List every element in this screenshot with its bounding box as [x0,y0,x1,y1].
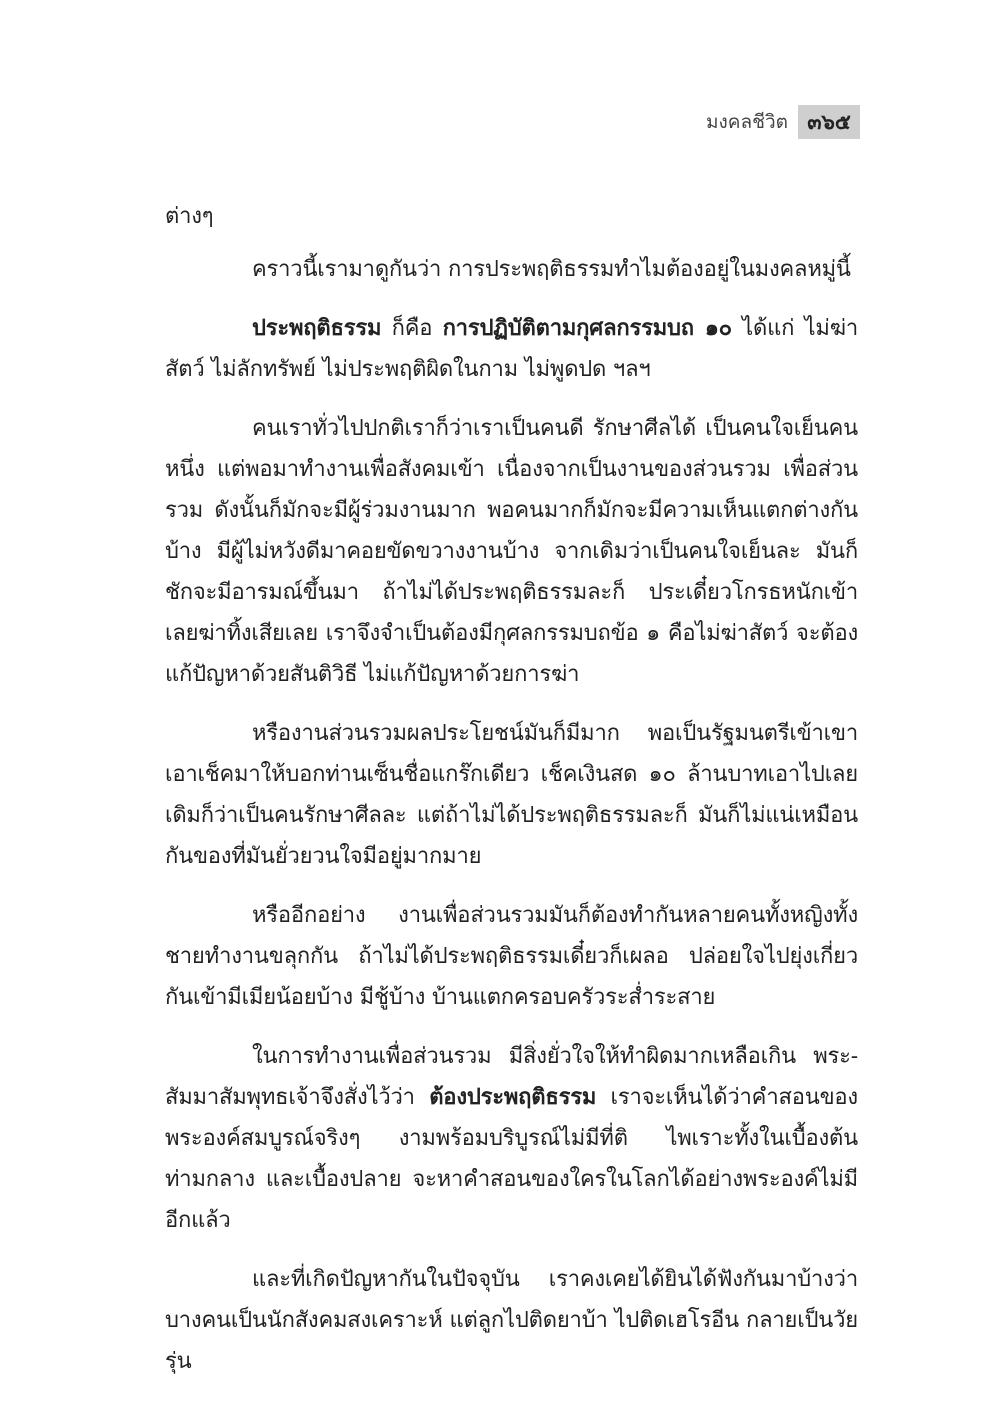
paragraph: หรืออีกอย่าง งานเพื่อส่วนรวมมันก็ต้องทำกันหลายคนทั้งหญิงทั้งชายทำงานขลุกกัน ถ้าไม่ได้ประพฤติธรรมเดี๋ยวก็เผลอ ปล่อยใจไปยุ่งเกี่ยวกันเข้ามีเมียน้อยบ้าง มีชู้บ้าง บ้านแตกครอบครัวระส่ำระสาย [165,903,858,1010]
paragraph: คราวนี้เรามาดูกันว่า การประพฤติธรรมทำไมต้องอยู่ในมงคลหมู่นี้ [252,257,851,282]
paragraph: และที่เกิดปัญหากันในปัจจุบัน เราคงเคยได้ยินได้ฟังกันมาบ้างว่า บางคนเป็นนักสังคมสงเคราะห์ แต่ลูกไปติดยาบ้า ไปติดเฮโรอีน กลายเป็นวัยรุ่น [165,1267,858,1374]
paragraph-continuation: ต่างๆ [165,204,214,229]
paragraph-definition: ประพฤติธรรม ก็คือ การปฏิบัติตามกุศลกรรมบถ ๑๐ ได้แก่ ไม่ฆ่าสัตว์ ไม่ลักทรัพย์ ไม่ประพฤติผิดในกาม ไม่พูดปด ฯลฯ [165,315,858,382]
bold-term: การปฏิบัติตามกุศลกรรมบถ ๑๐ [442,315,732,341]
bold-term: ต้องประพฤติธรรม [429,1084,597,1110]
body-text [165,196,858,1400]
page-header [706,104,860,140]
page-number: ๓๖๕ [798,105,860,139]
paragraph: หรืองานส่วนรวมผลประโยชน์มันก็มีมาก พอเป็นรัฐมนตรีเข้าเขาเอาเช็คมาให้บอกท่านเซ็นชื่อแกร๊กเดียว เช็คเงินสด ๑๐ ล้านบาทเอาไปเลย เดิมก็ว่าเป็นคนรักษาศีลละ แต่ถ้าไม่ได้ประพฤติธรรมละก็ มันก็ไม่แน่เหมือนกันของที่มันยั่วยวนใจมีอยู่มากมาย [165,721,858,869]
running-title: มงคลชีวิต [705,111,788,133]
paragraph: คนเราทั่วไปปกติเราก็ว่าเราเป็นคนดี รักษาศีลได้ เป็นคนใจเย็นคนหนึ่ง แต่พอมาทำงานเพื่อสังคมเข้า เนื่องจากเป็นงานของส่วนรวม เพื่อส่วนรวม ดังนั้นก็มักจะมีผู้ร่วมงานมาก พอคนมากก็มักจะมีความเห็นแตกต่างกันบ้าง มีผู้ไม่หวังดีมาคอยขัดขวางงานบ้าง จากเดิมว่าเป็นคนใจเย็นละ มันก็ชักจะมีอารมณ์ขึ้นมา ถ้าไม่ได้ประพฤติธรรมละก็ ประเดี๋ยวโกรธหนักเข้า เลยฆ่าทิ้งเสียเลย เราจึงจำเป็นต้องมีกุศลกรรมบถข้อ ๑ คือไม่ฆ่าสัตว์ จะต้องแก้ปัญหาด้วยสันติวิธี ไม่แก้ปัญหาด้วยการฆ่า [165,416,858,687]
bold-term: ประพฤติธรรม [252,315,382,341]
paragraph: ในการทำงานเพื่อส่วนรวม มีสิ่งยั่วใจให้ทำผิดมากเหลือเกิน พระ-สัมมาสัมพุทธเจ้าจึงสั่งไว้ว่า ต้องประพฤติธรรม เราจะเห็นได้ว่าคำสอนของพระองค์สมบูรณ์จริงๆ งามพร้อมบริบูรณ์ไม่มีที่ติ ไพเราะทั้งในเบื้องต้น ท่ามกลาง และเบื้องปลาย จะหาคำสอนของใครในโลกได้อย่างพระองค์ไม่มีอีกแล้ว [165,1044,858,1233]
